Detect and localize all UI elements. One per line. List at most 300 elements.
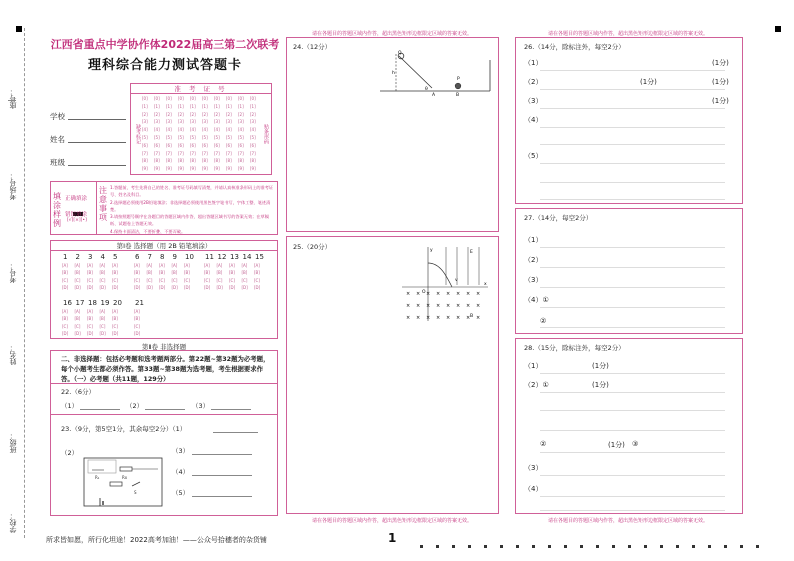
- answer-guide-line: [540, 144, 725, 145]
- mc-option-bubble[interactable]: [C]: [74, 323, 81, 329]
- q27-line-4: （4）①: [524, 296, 549, 304]
- answer-guide-line: [540, 182, 725, 183]
- q22-answer-line-1[interactable]: [80, 409, 120, 410]
- exam-digit-bubble[interactable]: [4]: [250, 127, 256, 133]
- exam-digit-bubble[interactable]: [2]: [250, 111, 256, 117]
- mc-option-bubble[interactable]: [A]: [241, 263, 248, 268]
- exam-digit-bubble[interactable]: [8]: [154, 158, 160, 164]
- exam-digit-bubble[interactable]: [5]: [154, 135, 160, 140]
- exam-number-title: 准 考 证 号: [131, 84, 271, 94]
- footer-slogan: 所求皆如愿，所行化坦途！2022高考加油！——公众号拾穗者的杂货铺: [46, 536, 267, 544]
- exam-digit-bubble[interactable]: [0]: [154, 96, 160, 101]
- mc-option-bubble[interactable]: [A]: [171, 263, 178, 268]
- mc-option-bubble[interactable]: [D]: [241, 285, 248, 291]
- school-label: 学校: [50, 112, 65, 121]
- exam-digit-bubble[interactable]: [8]: [142, 158, 148, 164]
- mc-option-bubble[interactable]: [C]: [146, 277, 153, 283]
- exam-digit-bubble[interactable]: [4]: [178, 127, 184, 133]
- exam-digit-bubble[interactable]: [3]: [238, 119, 244, 125]
- mc-option-bubble[interactable]: [C]: [254, 277, 260, 283]
- exam-digit-bubble[interactable]: [5]: [190, 135, 196, 140]
- mc-question-number: 8: [160, 253, 165, 261]
- mc-option-bubble[interactable]: [D]: [254, 285, 261, 291]
- timing-mark: [708, 545, 711, 548]
- exam-digit-bubble[interactable]: [0]: [214, 96, 220, 101]
- mc-option-bubble[interactable]: [B]: [229, 270, 235, 276]
- exam-digit-bubble[interactable]: [2]: [190, 111, 196, 117]
- mc-option-bubble[interactable]: [A]: [62, 263, 68, 268]
- exam-digit-bubble[interactable]: [7]: [166, 150, 172, 156]
- magnetic-field-mark: ×: [456, 291, 461, 297]
- timing-mark: [452, 545, 455, 548]
- mc-option-bubble[interactable]: [C]: [62, 323, 68, 329]
- answer-guide-line: [540, 327, 725, 328]
- mc-option-bubble[interactable]: [B]: [99, 270, 106, 276]
- exam-digit-bubble[interactable]: [9]: [178, 166, 184, 172]
- exam-digit-bubble[interactable]: [5]: [238, 135, 244, 140]
- exam-digit-bubble[interactable]: [0]: [166, 96, 172, 101]
- margin-underline: [8, 100, 16, 101]
- magnetic-field-mark: ×: [466, 303, 471, 309]
- mc-question-number: 3: [88, 253, 93, 261]
- q28-line-2: （2）①: [524, 381, 549, 389]
- q27-line-1: （1）: [524, 236, 543, 244]
- barcode-label: 贴条形码: [263, 124, 269, 144]
- magnetic-field-mark: ×: [406, 303, 411, 309]
- timing-mark: [596, 545, 599, 548]
- q28-mark-2: (1分): [592, 381, 609, 389]
- exam-title: 江西省重点中学协作体2022届高三第二次联考: [50, 38, 280, 51]
- mc-option-bubble[interactable]: [A]: [184, 263, 190, 268]
- exam-digit-bubble[interactable]: [0]: [226, 96, 232, 101]
- multiple-choice-section[interactable]: [50, 240, 278, 339]
- exam-digit-bubble[interactable]: [8]: [226, 158, 232, 164]
- mc-option-bubble[interactable]: [B]: [112, 270, 118, 276]
- exam-digit-bubble[interactable]: [2]: [238, 111, 244, 117]
- mc-option-bubble[interactable]: [C]: [229, 277, 235, 283]
- mc-question-number: 17: [75, 299, 85, 307]
- q28-mark-4: ③: [632, 440, 639, 448]
- exam-digit-bubble[interactable]: [5]: [250, 135, 256, 140]
- mc-option-bubble[interactable]: [A]: [99, 263, 106, 268]
- mc-option-bubble[interactable]: [A]: [254, 263, 260, 268]
- magnetic-field-mark: ×: [436, 291, 441, 297]
- magnetic-field-mark: ×: [426, 315, 431, 321]
- exam-digit-bubble[interactable]: [1]: [202, 103, 208, 109]
- mc-question-number: 21: [135, 299, 144, 307]
- exam-digit-bubble[interactable]: [7]: [142, 150, 148, 156]
- q22-blank-2: （2）: [126, 402, 144, 410]
- exam-digit-bubble[interactable]: [6]: [190, 142, 196, 148]
- mc-question-number: 10: [185, 253, 194, 261]
- mc-option-bubble[interactable]: [D]: [112, 285, 119, 291]
- exam-digit-bubble[interactable]: [0]: [190, 96, 196, 101]
- exam-digit-bubble[interactable]: [9]: [214, 166, 220, 172]
- q25-label-x: x: [484, 282, 487, 287]
- exam-digit-bubble[interactable]: [3]: [202, 119, 208, 125]
- exam-digit-bubble[interactable]: [1]: [166, 103, 172, 109]
- q25-label-y: y: [430, 248, 433, 253]
- exam-digit-bubble[interactable]: [9]: [226, 166, 232, 172]
- binding-line: [24, 28, 25, 538]
- q23-title: 23.（9分，第5空1分，其余每空2分）（1）: [61, 425, 187, 433]
- magnetic-field-mark: ×: [456, 303, 461, 309]
- exam-digit-bubble[interactable]: [1]: [250, 103, 256, 109]
- exam-digit-bubble[interactable]: [3]: [214, 119, 220, 125]
- mc-option-bubble[interactable]: [C]: [134, 277, 140, 283]
- exam-digit-bubble[interactable]: [8]: [178, 158, 184, 164]
- mc-option-bubble[interactable]: [D]: [99, 285, 106, 291]
- mc-option-bubble[interactable]: [D]: [171, 285, 178, 291]
- exam-digit-bubble[interactable]: [9]: [202, 166, 208, 172]
- mc-option-bubble[interactable]: [D]: [146, 285, 153, 291]
- exam-digit-bubble[interactable]: [2]: [154, 111, 160, 117]
- q24-label-b: B: [456, 93, 460, 96]
- exam-digit-bubble[interactable]: [1]: [214, 103, 220, 109]
- mc-option-bubble[interactable]: [D]: [134, 285, 141, 291]
- exam-digit-bubble[interactable]: [3]: [154, 119, 160, 125]
- q22-blank-3: （3）: [192, 402, 210, 410]
- notes-label: 注意事项: [99, 186, 107, 222]
- q26-line-1: （1）: [524, 59, 543, 67]
- q26-panel[interactable]: [515, 37, 743, 204]
- mc-option-bubble[interactable]: [D]: [112, 331, 119, 337]
- mc-option-bubble[interactable]: [B]: [204, 270, 210, 276]
- exam-digit-bubble[interactable]: [9]: [190, 166, 196, 172]
- q24-label-theta: θ: [425, 87, 428, 92]
- mc-option-bubble[interactable]: [B]: [171, 270, 178, 276]
- exam-digit-bubble[interactable]: [6]: [214, 142, 220, 148]
- mc-option-bubble[interactable]: [D]: [87, 331, 94, 337]
- mc-option-bubble[interactable]: [B]: [74, 270, 81, 276]
- exam-digit-bubble[interactable]: [6]: [154, 142, 160, 148]
- mc-option-bubble[interactable]: [B]: [134, 270, 140, 276]
- exam-digit-bubble[interactable]: [4]: [214, 127, 220, 133]
- mc-question-number: 12: [217, 253, 227, 261]
- exam-digit-bubble[interactable]: [8]: [166, 158, 172, 164]
- magnetic-field-mark: ×: [476, 303, 481, 309]
- exam-digit-bubble[interactable]: [1]: [178, 103, 184, 109]
- mc-option-bubble[interactable]: [A]: [229, 263, 235, 268]
- exam-digit-bubble[interactable]: [4]: [226, 127, 232, 133]
- answer-guide-line: [540, 475, 725, 476]
- mc-option-bubble[interactable]: [B]: [99, 316, 106, 322]
- exam-digit-bubble[interactable]: [7]: [214, 150, 220, 156]
- mc-option-bubble[interactable]: [A]: [134, 309, 140, 314]
- timing-mark: [692, 545, 695, 548]
- magnetic-field-mark: ×: [446, 291, 451, 297]
- note-3: 3.请按照题号顺序在各题目的答题区域内作答，超出答题区域书写的答案无效；在草稿纸、试题卷上答题无效。: [110, 214, 269, 227]
- exam-digit-bubble[interactable]: [8]: [202, 158, 208, 164]
- q25-label-o: O: [422, 290, 426, 295]
- mc-option-bubble[interactable]: [A]: [134, 263, 140, 268]
- mc-option-bubble[interactable]: [B]: [184, 270, 190, 276]
- timing-mark: [660, 545, 663, 548]
- exam-digit-bubble[interactable]: [4]: [190, 127, 196, 133]
- mc-option-bubble[interactable]: [C]: [204, 277, 210, 283]
- q22-title: 22.（6分）: [61, 388, 95, 396]
- exam-digit-bubble[interactable]: [5]: [202, 135, 208, 140]
- mc-question-number: 19: [100, 299, 110, 307]
- mc-option-bubble[interactable]: [A]: [159, 263, 165, 268]
- mc-option-bubble[interactable]: [A]: [204, 263, 210, 268]
- mc-option-bubble[interactable]: [B]: [146, 270, 153, 276]
- margin-exam-room-label: 考场号：: [9, 172, 17, 200]
- answer-guide-line: [540, 392, 725, 393]
- mc-option-bubble[interactable]: [C]: [171, 277, 178, 283]
- part2-title: 第Ⅱ卷 非选择题: [141, 343, 187, 351]
- exam-digit-bubble[interactable]: [5]: [142, 135, 148, 140]
- exam-digit-bubble[interactable]: [9]: [154, 166, 160, 172]
- divider: [50, 383, 278, 384]
- q23-circuit-diagram[interactable]: [82, 446, 166, 508]
- q23-blank-4: （4）: [172, 468, 190, 476]
- q24-title: 24.（12分）: [293, 43, 332, 51]
- mc-option-bubble[interactable]: [C]: [241, 277, 248, 283]
- answer-guide-line: [540, 89, 725, 90]
- exam-digit-bubble[interactable]: [4]: [142, 127, 148, 133]
- magnetic-field-mark: ×: [426, 291, 431, 297]
- mc-option-bubble[interactable]: [D]: [99, 331, 106, 337]
- notes-text: [110, 184, 276, 235]
- mc-option-bubble[interactable]: [A]: [112, 309, 118, 314]
- exam-digit-bubble[interactable]: [3]: [190, 119, 196, 125]
- mc-option-bubble[interactable]: [A]: [74, 263, 81, 268]
- mc-option-bubble[interactable]: [D]: [62, 331, 69, 337]
- exam-digit-bubble[interactable]: [2]: [214, 111, 220, 117]
- answer-sheet-title: 理科综合能力测试答题卡: [87, 58, 242, 73]
- mc-option-bubble[interactable]: [C]: [87, 277, 93, 283]
- magnetic-field-mark: ×: [406, 315, 411, 321]
- mc-option-bubble[interactable]: [D]: [74, 331, 81, 337]
- exam-digit-bubble[interactable]: [0]: [142, 96, 148, 101]
- exam-digit-bubble[interactable]: [3]: [178, 119, 184, 125]
- mc-option-bubble[interactable]: [B]: [134, 316, 140, 322]
- exam-digit-bubble[interactable]: [3]: [142, 119, 148, 125]
- q22-answer-line-3[interactable]: [211, 409, 251, 410]
- exam-digit-bubble[interactable]: [7]: [178, 150, 184, 156]
- magnetic-field-mark: ×: [476, 315, 481, 321]
- mc-option-bubble[interactable]: [C]: [112, 323, 118, 329]
- mc-option-bubble[interactable]: [B]: [87, 270, 93, 276]
- q25-title: 25.（20分）: [293, 243, 332, 251]
- mc-option-bubble[interactable]: [D]: [229, 285, 236, 291]
- exam-digit-bubble[interactable]: [1]: [226, 103, 232, 109]
- mc-option-bubble[interactable]: [C]: [99, 277, 106, 283]
- exam-digit-bubble[interactable]: [5]: [214, 135, 220, 140]
- mc-option-bubble[interactable]: [C]: [134, 323, 140, 329]
- exam-digit-bubble[interactable]: [8]: [214, 158, 220, 164]
- exam-digit-bubble[interactable]: [9]: [166, 166, 172, 172]
- mc-question-number: 1: [63, 253, 68, 261]
- answer-guide-line: [540, 287, 725, 288]
- q27-line-5: ②: [540, 317, 547, 325]
- name-label: 姓名: [50, 135, 65, 144]
- exam-digit-bubble[interactable]: [6]: [202, 142, 208, 148]
- mc-option-bubble[interactable]: [B]: [254, 270, 260, 276]
- q23-answer-line-3[interactable]: [192, 454, 252, 455]
- timing-mark: [740, 545, 743, 548]
- mc-option-bubble[interactable]: [C]: [184, 277, 190, 283]
- mc-question-number: 11: [205, 253, 214, 261]
- exam-digit-bubble[interactable]: [7]: [226, 150, 232, 156]
- mc-option-bubble[interactable]: [A]: [216, 263, 223, 268]
- exam-digit-bubble[interactable]: [7]: [154, 150, 160, 156]
- exam-digit-bubble[interactable]: [1]: [154, 103, 160, 109]
- class-field[interactable]: [68, 165, 126, 166]
- mc-option-bubble[interactable]: [A]: [146, 263, 153, 268]
- exam-digit-bubble[interactable]: [8]: [238, 158, 244, 164]
- exam-digit-bubble[interactable]: [7]: [202, 150, 208, 156]
- mc-option-bubble[interactable]: [B]: [62, 270, 68, 276]
- magnetic-field-mark: ×: [466, 291, 471, 297]
- mc-option-bubble[interactable]: [A]: [99, 309, 106, 314]
- mc-option-bubble[interactable]: [D]: [62, 285, 69, 291]
- mc-option-bubble[interactable]: [D]: [134, 331, 141, 337]
- exam-digit-bubble[interactable]: [5]: [178, 135, 184, 140]
- timing-mark: [628, 545, 631, 548]
- timing-mark: [532, 545, 535, 548]
- q28-line-2b: ②: [540, 440, 547, 448]
- top-warning: 请在各题目的答题区域内作答，超出黑色矩形边框限定区域的答案无效。: [547, 31, 708, 37]
- exam-digit-bubble[interactable]: [7]: [190, 150, 196, 156]
- absent-mark-label: 缺考标记: [135, 124, 141, 144]
- exam-digit-bubble[interactable]: [9]: [238, 166, 244, 172]
- exam-digit-bubble[interactable]: [3]: [250, 119, 256, 125]
- q28-mark-3: (1分): [608, 441, 625, 449]
- mc-option-bubble[interactable]: [D]: [216, 285, 223, 291]
- q23-answer-line-5[interactable]: [192, 496, 252, 497]
- name-field[interactable]: [68, 142, 126, 143]
- mc-option-bubble[interactable]: [B]: [241, 270, 248, 276]
- exam-digit-bubble[interactable]: [5]: [166, 135, 172, 140]
- mc-option-bubble[interactable]: [A]: [62, 309, 68, 314]
- exam-digit-bubble[interactable]: [1]: [190, 103, 196, 109]
- exam-digit-bubble[interactable]: [2]: [226, 111, 232, 117]
- mc-option-bubble[interactable]: [C]: [112, 277, 118, 283]
- exam-digit-bubble[interactable]: [6]: [250, 142, 256, 148]
- mc-option-bubble[interactable]: [C]: [216, 277, 223, 283]
- exam-digit-bubble[interactable]: [6]: [178, 142, 184, 148]
- exam-digit-bubble[interactable]: [0]: [178, 96, 184, 101]
- mc-option-bubble[interactable]: [C]: [62, 277, 68, 283]
- answer-guide-line: [540, 430, 725, 431]
- mc-option-bubble[interactable]: [D]: [184, 285, 191, 291]
- mc-question-number: 16: [63, 299, 72, 307]
- mc-question-number: 13: [230, 253, 239, 261]
- exam-digit-bubble[interactable]: [0]: [238, 96, 244, 101]
- mc-option-bubble[interactable]: [B]: [62, 316, 68, 322]
- q23-answer-line-4[interactable]: [192, 475, 252, 476]
- q28-panel[interactable]: [515, 338, 743, 514]
- timing-mark: [724, 545, 727, 548]
- exam-digit-bubble[interactable]: [3]: [166, 119, 172, 125]
- exam-digit-bubble[interactable]: [2]: [178, 111, 184, 117]
- exam-digit-bubble[interactable]: [4]: [154, 127, 160, 133]
- school-field[interactable]: [68, 119, 126, 120]
- exam-digit-bubble[interactable]: [8]: [250, 158, 256, 164]
- mc-option-bubble[interactable]: [A]: [74, 309, 81, 314]
- exam-digit-bubble[interactable]: [6]: [166, 142, 172, 148]
- mc-option-bubble[interactable]: [D]: [74, 285, 81, 291]
- exam-digit-bubble[interactable]: [1]: [142, 103, 148, 109]
- exam-digit-bubble[interactable]: [7]: [250, 150, 256, 156]
- mc-option-bubble[interactable]: [C]: [87, 323, 93, 329]
- answer-guide-line: [540, 163, 725, 164]
- answer-guide-line: [540, 70, 725, 71]
- exam-digit-bubble[interactable]: [6]: [226, 142, 232, 148]
- timing-mark: [436, 545, 439, 548]
- exam-digit-bubble[interactable]: [4]: [166, 127, 172, 133]
- q26-mark-3: (1分): [712, 78, 729, 86]
- mc-option-bubble[interactable]: [D]: [159, 285, 166, 291]
- divider: [50, 414, 278, 415]
- mc-option-bubble[interactable]: [A]: [87, 263, 93, 268]
- exam-digit-bubble[interactable]: [6]: [142, 142, 148, 148]
- exam-digit-bubble[interactable]: [1]: [238, 103, 244, 109]
- mc-option-bubble[interactable]: [D]: [87, 285, 94, 291]
- exam-digit-bubble[interactable]: [3]: [226, 119, 232, 125]
- mc-option-bubble[interactable]: [C]: [159, 277, 165, 283]
- q27-line-2: （2）: [524, 256, 543, 264]
- exam-digit-bubble[interactable]: [9]: [250, 166, 256, 172]
- timing-mark: [612, 545, 615, 548]
- q22-answer-line-2[interactable]: [145, 409, 185, 410]
- note-2: 2.选择题必须使用2B铅笔填涂；非选择题必须使用黑色签字笔书写，字体工整、笔迹清楚。: [110, 199, 271, 212]
- exam-number-grid[interactable]: [130, 83, 272, 175]
- mc-option-bubble[interactable]: [B]: [87, 316, 93, 322]
- exam-digit-bubble[interactable]: [2]: [166, 111, 172, 117]
- exam-digit-bubble[interactable]: [7]: [238, 150, 244, 156]
- mc-option-bubble[interactable]: [A]: [87, 309, 93, 314]
- exam-digit-bubble[interactable]: [0]: [202, 96, 208, 101]
- mc-option-bubble[interactable]: [C]: [74, 277, 81, 283]
- mc-question-number: 7: [147, 253, 152, 261]
- exam-digit-bubble[interactable]: [4]: [238, 127, 244, 133]
- exam-digit-bubble[interactable]: [0]: [250, 96, 256, 101]
- q25-label-e: E: [470, 250, 473, 255]
- mc-option-bubble[interactable]: [C]: [99, 323, 106, 329]
- q23-answer-line-1[interactable]: [213, 432, 258, 433]
- q24-label-a: A: [432, 93, 436, 96]
- magnetic-field-mark: ×: [456, 315, 461, 321]
- exam-digit-bubble[interactable]: [6]: [238, 142, 244, 148]
- q27-panel[interactable]: [515, 208, 743, 334]
- answer-guide-line: [540, 510, 725, 511]
- exam-digit-bubble[interactable]: [5]: [226, 135, 232, 140]
- exam-digit-bubble[interactable]: [2]: [142, 111, 148, 117]
- mc-option-bubble[interactable]: [B]: [216, 270, 223, 276]
- mc-option-bubble[interactable]: [D]: [204, 285, 211, 291]
- mc-question-number: 15: [255, 253, 264, 261]
- mc-question-number: 20: [113, 299, 122, 307]
- mc-question-number: 14: [242, 253, 252, 261]
- magnetic-field-mark: ×: [416, 291, 421, 297]
- exam-digit-bubble[interactable]: [9]: [142, 166, 148, 172]
- q26-line-2: （2）: [524, 78, 543, 86]
- exam-digit-bubble[interactable]: [4]: [202, 127, 208, 133]
- mc-option-bubble[interactable]: [A]: [112, 263, 118, 268]
- mc-option-bubble[interactable]: [B]: [74, 316, 81, 322]
- exam-digit-bubble[interactable]: [2]: [202, 111, 208, 117]
- q28-mark-1: (1分): [592, 362, 609, 370]
- mc-option-bubble[interactable]: [B]: [112, 316, 118, 322]
- note-4: 4.保持卡面清洁，不要折叠、不要弄破。: [110, 228, 186, 234]
- exam-digit-bubble[interactable]: [8]: [190, 158, 196, 164]
- timing-mark: [564, 545, 567, 548]
- timing-mark: [516, 545, 519, 548]
- mc-option-bubble[interactable]: [B]: [159, 270, 165, 276]
